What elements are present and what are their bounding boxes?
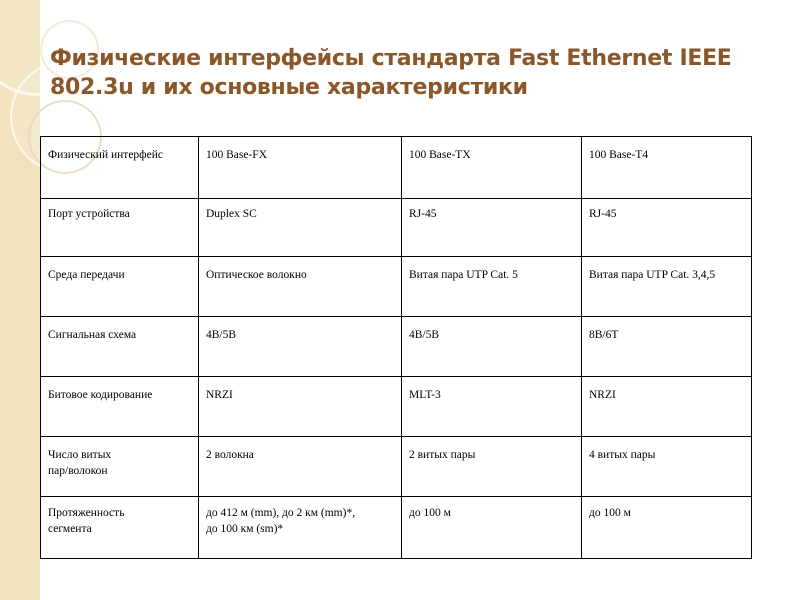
- table-row: [41, 317, 752, 377]
- slide-title-line-2: 802.3u и их основные характеристики: [50, 75, 528, 100]
- table-cell: Витая пара UTP Cat. 5: [402, 257, 582, 317]
- table-cell: Витая пара UTP Cat. 3,4,5: [582, 257, 752, 317]
- table-cell: до 100 м: [402, 497, 582, 559]
- table-cell: Число витых пар/волокон: [41, 437, 199, 497]
- table-cell: RJ-45: [402, 199, 582, 257]
- table-row: [41, 437, 752, 497]
- table-cell: RJ-45: [582, 199, 752, 257]
- table-cell: 4B/5B: [199, 317, 402, 377]
- table-cell: Среда передачи: [41, 257, 199, 317]
- table-cell: Битовое кодирование: [41, 377, 199, 437]
- table-cell: до 412 м (mm), до 2 км (mm)*, до 100 км (sm)*: [199, 497, 402, 559]
- table-cell: NRZI: [582, 377, 752, 437]
- table-cell: Порт устройства: [41, 199, 199, 257]
- table-cell: Duplex SC: [199, 199, 402, 257]
- table-row: [41, 199, 752, 257]
- spec-table: [40, 136, 752, 559]
- table-row: [41, 377, 752, 437]
- slide-title: [50, 44, 750, 102]
- table-cell: Физический интерфейс: [41, 137, 199, 199]
- table-cell: 4B/5B: [402, 317, 582, 377]
- table-cell: 100 Base-FX: [199, 137, 402, 199]
- table-cell: Сигнальная схема: [41, 317, 199, 377]
- table-cell: 2 витых пары: [402, 437, 582, 497]
- table-cell: 100 Base-T4: [582, 137, 752, 199]
- table-cell: 8B/6T: [582, 317, 752, 377]
- table-cell: 2 волокна: [199, 437, 402, 497]
- slide-title-line-1: Физические интерфейсы стандарта Fast Ethernet IEEE: [50, 46, 732, 71]
- table-row: [41, 497, 752, 559]
- table-cell: NRZI: [199, 377, 402, 437]
- table-cell: 100 Base-TX: [402, 137, 582, 199]
- table-cell: 4 витых пары: [582, 437, 752, 497]
- table-cell: MLT-3: [402, 377, 582, 437]
- table-cell: Протяженность сегмента: [41, 497, 199, 559]
- table-row: [41, 257, 752, 317]
- table-cell: до 100 м: [582, 497, 752, 559]
- table-cell: Оптическое волокно: [199, 257, 402, 317]
- table-row: [41, 137, 752, 199]
